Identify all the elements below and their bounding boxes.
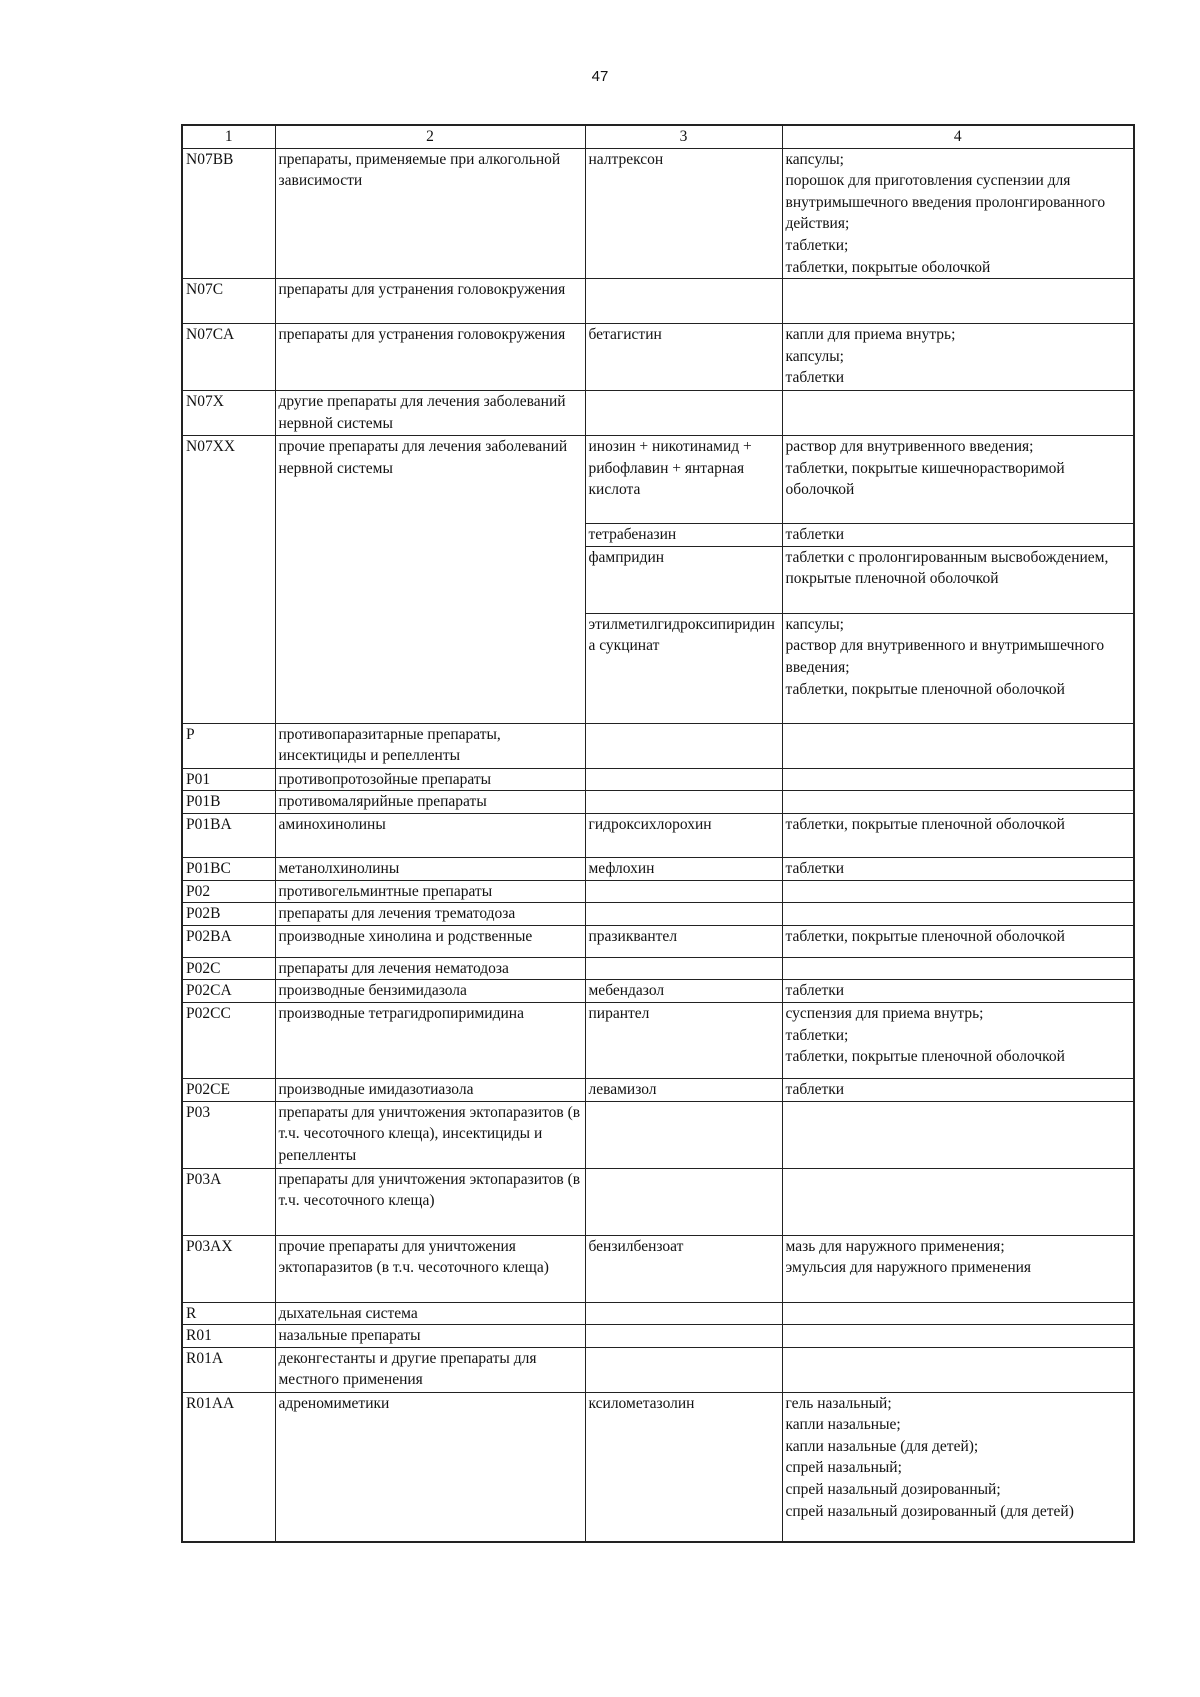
atc-code: N07XX bbox=[182, 436, 275, 724]
group-name: деконгестанты и другие препараты для местного применения bbox=[275, 1347, 585, 1392]
table-row bbox=[182, 1168, 1134, 1235]
dosage-forms bbox=[782, 1325, 1134, 1348]
page-number: 47 bbox=[591, 68, 609, 85]
atc-code: P03AX bbox=[182, 1235, 275, 1302]
substance-name bbox=[585, 903, 782, 926]
substance-name bbox=[585, 768, 782, 791]
substance-name: мебендазол bbox=[585, 980, 782, 1003]
group-name: прочие препараты для уничтожения эктопаразитов (в т.ч. чесоточного клеща) bbox=[275, 1235, 585, 1302]
table-row bbox=[182, 957, 1134, 980]
dosage-forms bbox=[782, 1101, 1134, 1168]
column-header-2: 2 bbox=[275, 125, 585, 148]
substance-name: ксилометазолин bbox=[585, 1392, 782, 1542]
table-row bbox=[182, 1002, 1134, 1078]
substance-name bbox=[585, 1168, 782, 1235]
table-row bbox=[182, 903, 1134, 926]
dosage-forms: таблетки, покрытые пленочной оболочкой bbox=[782, 925, 1134, 957]
atc-code: P01B bbox=[182, 791, 275, 814]
table-row bbox=[182, 880, 1134, 903]
table-row bbox=[182, 436, 1134, 524]
atc-code: P02C bbox=[182, 957, 275, 980]
substance-name: левамизол bbox=[585, 1078, 782, 1101]
dosage-forms: суспензия для приема внутрь; таблетки; таблетки, покрытые пленочной оболочкой bbox=[782, 1002, 1134, 1078]
dosage-forms: таблетки bbox=[782, 524, 1134, 547]
atc-code: R01A bbox=[182, 1347, 275, 1392]
group-name: препараты для лечения нематодоза bbox=[275, 957, 585, 980]
group-name: производные тетрагидропиримидина bbox=[275, 1002, 585, 1078]
substance-name bbox=[585, 1325, 782, 1348]
dosage-forms bbox=[782, 1347, 1134, 1392]
substance-name: налтрексон bbox=[585, 148, 782, 279]
substance-name bbox=[585, 1101, 782, 1168]
dosage-forms: капсулы; раствор для внутривенного и внутримышечного введения; таблетки, покрытые пленочной оболочкой bbox=[782, 613, 1134, 723]
substance-name: этилметилгидроксипиридина сукцинат bbox=[585, 613, 782, 723]
group-name: препараты, применяемые при алкогольной зависимости bbox=[275, 148, 585, 279]
dosage-forms: гель назальный; капли назальные; капли назальные (для детей); спрей назальный; спрей назальный дозированный; спрей назальный дозированный (для детей) bbox=[782, 1392, 1134, 1542]
dosage-forms: таблетки bbox=[782, 980, 1134, 1003]
substance-name: бетагистин bbox=[585, 324, 782, 391]
dosage-forms bbox=[782, 279, 1134, 324]
atc-code: P03A bbox=[182, 1168, 275, 1235]
atc-code: R01AA bbox=[182, 1392, 275, 1542]
table-row bbox=[182, 324, 1134, 391]
dosage-forms: таблетки bbox=[782, 1078, 1134, 1101]
column-header-4: 4 bbox=[782, 125, 1134, 148]
dosage-forms bbox=[782, 903, 1134, 926]
table-row bbox=[182, 391, 1134, 436]
group-name: аминохинолины bbox=[275, 813, 585, 857]
substance-name: фампридин bbox=[585, 546, 782, 613]
group-name: метанолхинолины bbox=[275, 857, 585, 880]
substance-name: мефлохин bbox=[585, 857, 782, 880]
table-row bbox=[182, 148, 1134, 279]
group-name: противопротозойные препараты bbox=[275, 768, 585, 791]
column-header-3: 3 bbox=[585, 125, 782, 148]
atc-code: P02CE bbox=[182, 1078, 275, 1101]
substance-name bbox=[585, 1347, 782, 1392]
atc-code: P01 bbox=[182, 768, 275, 791]
substance-name bbox=[585, 723, 782, 768]
dosage-forms bbox=[782, 1302, 1134, 1325]
table-row bbox=[182, 1235, 1134, 1302]
table-row bbox=[182, 925, 1134, 957]
dosage-forms: капсулы; порошок для приготовления суспензии для внутримышечного введения пролонгированного действия; таблетки; таблетки, покрытые оболочкой bbox=[782, 148, 1134, 279]
table-row bbox=[182, 980, 1134, 1003]
table-row bbox=[182, 791, 1134, 814]
dosage-forms bbox=[782, 391, 1134, 436]
substance-name: гидроксихлорохин bbox=[585, 813, 782, 857]
table-row bbox=[182, 813, 1134, 857]
group-name: препараты для уничтожения эктопаразитов (в т.ч. чесоточного клеща) bbox=[275, 1168, 585, 1235]
atc-code: N07C bbox=[182, 279, 275, 324]
dosage-forms bbox=[782, 768, 1134, 791]
table-row bbox=[182, 1101, 1134, 1168]
table-row bbox=[182, 1392, 1134, 1542]
atc-code: P02BA bbox=[182, 925, 275, 957]
substance-name: инозин + никотинамид + рибофлавин + янтарная кислота bbox=[585, 436, 782, 524]
table-row bbox=[182, 857, 1134, 880]
substance-name bbox=[585, 391, 782, 436]
dosage-forms: таблетки bbox=[782, 857, 1134, 880]
group-name: производные хинолина и родственные bbox=[275, 925, 585, 957]
group-name: препараты для уничтожения эктопаразитов (в т.ч. чесоточного клеща), инсектициды и репелленты bbox=[275, 1101, 585, 1168]
atc-code: P01BA bbox=[182, 813, 275, 857]
dosage-forms bbox=[782, 880, 1134, 903]
atc-code: N07X bbox=[182, 391, 275, 436]
group-name: производные бензимидазола bbox=[275, 980, 585, 1003]
dosage-forms: мазь для наружного применения; эмульсия для наружного применения bbox=[782, 1235, 1134, 1302]
group-name: другие препараты для лечения заболеваний нервной системы bbox=[275, 391, 585, 436]
group-name: прочие препараты для лечения заболеваний нервной системы bbox=[275, 436, 585, 724]
substance-name bbox=[585, 1302, 782, 1325]
table-row bbox=[182, 1325, 1134, 1348]
atc-code: P02B bbox=[182, 903, 275, 926]
dosage-forms: раствор для внутривенного введения; таблетки, покрытые кишечнорастворимой оболочкой bbox=[782, 436, 1134, 524]
table-row bbox=[182, 1078, 1134, 1101]
substance-name: пирантел bbox=[585, 1002, 782, 1078]
substance-name: празиквантел bbox=[585, 925, 782, 957]
dosage-forms: таблетки с пролонгированным высвобождением, покрытые пленочной оболочкой bbox=[782, 546, 1134, 613]
atc-code: N07CA bbox=[182, 324, 275, 391]
atc-code: N07BB bbox=[182, 148, 275, 279]
dosage-forms bbox=[782, 791, 1134, 814]
table-row bbox=[182, 723, 1134, 768]
group-name: производные имидазотиазола bbox=[275, 1078, 585, 1101]
atc-code: P03 bbox=[182, 1101, 275, 1168]
group-name: противомалярийные препараты bbox=[275, 791, 585, 814]
substance-name bbox=[585, 957, 782, 980]
table-row bbox=[182, 768, 1134, 791]
dosage-forms bbox=[782, 723, 1134, 768]
group-name: назальные препараты bbox=[275, 1325, 585, 1348]
atc-code: R bbox=[182, 1302, 275, 1325]
group-name: противопаразитарные препараты, инсектициды и репелленты bbox=[275, 723, 585, 768]
substance-name: тетрабеназин bbox=[585, 524, 782, 547]
drug-table bbox=[181, 124, 1135, 1543]
atc-code: P02CC bbox=[182, 1002, 275, 1078]
substance-name bbox=[585, 880, 782, 903]
substance-name: бензилбензоат bbox=[585, 1235, 782, 1302]
atc-code: P02 bbox=[182, 880, 275, 903]
group-name: дыхательная система bbox=[275, 1302, 585, 1325]
dosage-forms bbox=[782, 1168, 1134, 1235]
column-header-1: 1 bbox=[182, 125, 275, 148]
group-name: препараты для лечения трематодоза bbox=[275, 903, 585, 926]
dosage-forms: капли для приема внутрь; капсулы; таблетки bbox=[782, 324, 1134, 391]
table-row bbox=[182, 279, 1134, 324]
group-name: адреномиметики bbox=[275, 1392, 585, 1542]
atc-code: P02CA bbox=[182, 980, 275, 1003]
dosage-forms bbox=[782, 957, 1134, 980]
table-row bbox=[182, 1302, 1134, 1325]
group-name: противогельминтные препараты bbox=[275, 880, 585, 903]
atc-code: P bbox=[182, 723, 275, 768]
substance-name bbox=[585, 791, 782, 814]
dosage-forms: таблетки, покрытые пленочной оболочкой bbox=[782, 813, 1134, 857]
atc-code: P01BC bbox=[182, 857, 275, 880]
group-name: препараты для устранения головокружения bbox=[275, 324, 585, 391]
atc-code: R01 bbox=[182, 1325, 275, 1348]
group-name: препараты для устранения головокружения bbox=[275, 279, 585, 324]
substance-name bbox=[585, 279, 782, 324]
table-header-row bbox=[182, 125, 1134, 148]
table-row bbox=[182, 1347, 1134, 1392]
